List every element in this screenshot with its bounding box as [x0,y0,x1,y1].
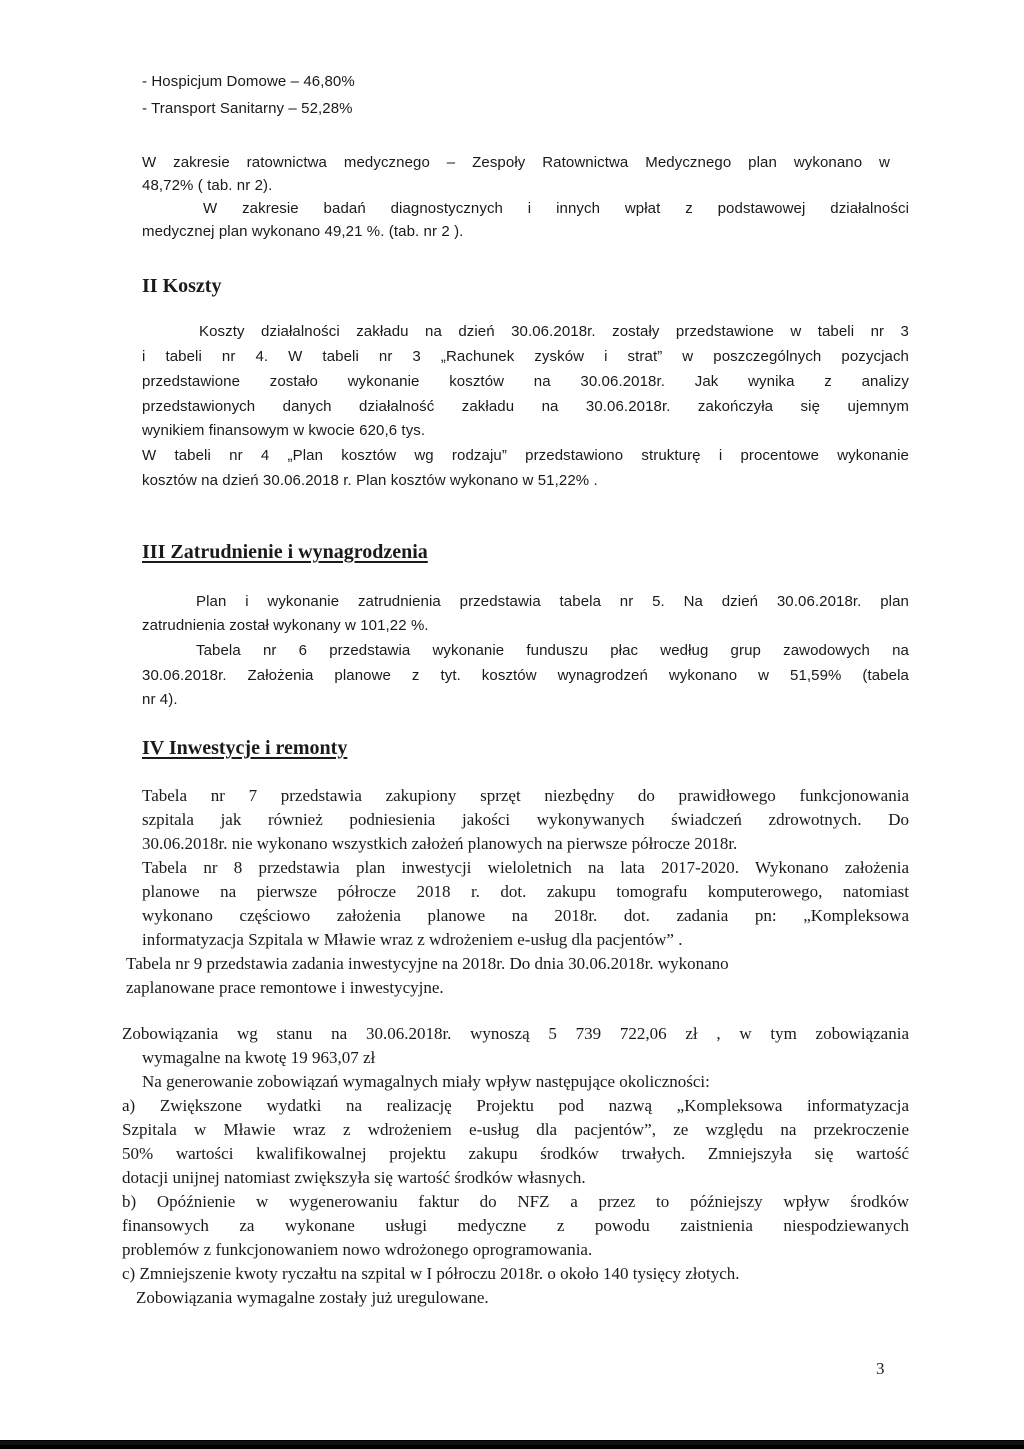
paragraph-line: problemów z funkcjonowaniem nowo wdrożonego oprogramowania. [122,1240,593,1259]
paragraph-line: Na generowanie zobowiązań wymagalnych miały wpływ następujące okoliczności: [142,1072,710,1091]
paragraph-line: Tabela nr 9 przedstawia zadania inwestycyjne na 2018r. Do dnia 30.06.2018r. wykonano [126,954,729,973]
section-heading-inwestycje: IV Inwestycje i remonty [142,737,348,759]
paragraph-line: Zobowiązania wymagalne zostały już uregulowane. [136,1288,489,1307]
list-item-transport: - Transport Sanitarny – 52,28% [142,100,353,117]
paragraph-line: zatrudnienia został wykonany w 101,22 %. [142,617,429,634]
page-number: 3 [876,1359,885,1378]
section-heading-koszty: II Koszty [142,275,222,297]
paragraph-line: W zakresie badań diagnostycznych i innych wpłat z podstawowej działalności [203,200,909,217]
paragraph-line: finansowych za wykonane usługi medyczne z powodu zaistnienia niespodziewanych [122,1216,909,1235]
paragraph-line: zaplanowane prace remontowe i inwestycyjne. [126,978,444,997]
paragraph-line: Tabela nr 7 przedstawia zakupiony sprzęt niezbędny do prawidłowego funkcjonowania [142,786,909,805]
paragraph-line: i tabeli nr 4. W tabeli nr 3 „Rachunek zysków i strat” w poszczególnych pozycjach [142,348,909,365]
paragraph-line: wynikiem finansowym w kwocie 620,6 tys. [142,422,426,439]
paragraph-line: dotacji unijnej natomiast zwiększyła się wartość środków własnych. [122,1168,586,1187]
paragraph-line: Koszty działalności zakładu na dzień 30.06.2018r. zostały przedstawione w tabeli nr 3 [199,323,909,340]
paragraph-line: szpitala jak również podniesienia jakości wykonywanych świadczeń zdrowotnych. Do [142,810,909,829]
list-item-b: b) Opóźnienie w wygenerowaniu faktur do NFZ a przez to późniejszy wpływ środków [122,1192,909,1211]
paragraph-line: wykonano częściowo założenia planowe na 2018r. dot. zadania pn: „Kompleksowa [142,906,909,925]
paragraph-line: planowe na pierwsze półrocze 2018 r. dot. zakupu tomografu komputerowego, natomiast [142,882,909,901]
paragraph-line: przedstawione zostało wykonanie kosztów na 30.06.2018r. Jak wynika z analizy [142,373,909,390]
paragraph-line: 30.06.2018r. Założenia planowe z tyt. kosztów wynagrodzeń wykonano w 51,59% (tabela [142,667,909,684]
paragraph-line: 48,72% ( tab. nr 2). [142,177,273,194]
paragraph-line: Plan i wykonanie zatrudnienia przedstawia tabela nr 5. Na dzień 30.06.2018r. plan [196,593,909,610]
paragraph-line: kosztów na dzień 30.06.2018 r. Plan kosztów wykonano w 51,22% . [142,472,598,489]
paragraph-line: Tabela nr 8 przedstawia plan inwestycji wieloletnich na lata 2017-2020. Wykonano założenia [142,858,909,877]
paragraph-line: Szpitala w Mławie wraz z wdrożeniem e-usług dla pacjentów”, ze względu na przekroczenie [122,1120,909,1139]
bottom-edge-rule [0,1441,1024,1445]
paragraph-line: W zakresie ratownictwa medycznego – Zespoły Ratownictwa Medycznego plan wykonano w [142,154,890,171]
paragraph-line: Tabela nr 6 przedstawia wykonanie funduszu płac według grup zawodowych na [196,642,909,659]
paragraph-line: W tabeli nr 4 „Plan kosztów wg rodzaju” przedstawiono strukturę i procentowe wykonanie [142,447,909,464]
paragraph-line: przedstawionych danych działalność zakładu na 30.06.2018r. zakończyła się ujemnym [142,398,909,415]
paragraph-line: medycznej plan wykonano 49,21 %. (tab. nr 2 ). [142,223,464,240]
paragraph-line: 50% wartości kwalifikowalnej projektu zakupu środków trwałych. Zmniejszyła się wartość [122,1144,909,1163]
paragraph-line: Zobowiązania wg stanu na 30.06.2018r. wynoszą 5 739 722,06 zł , w tym zobowiązania [122,1024,909,1043]
paragraph-line: nr 4). [142,691,178,708]
paragraph-line: 30.06.2018r. nie wykonano wszystkich założeń planowych na pierwsze półrocze 2018r. [142,834,738,853]
list-item-hospicjum: - Hospicjum Domowe – 46,80% [142,73,355,90]
list-item-a: a) Zwiększone wydatki na realizację Projektu pod nazwą „Kompleksowa informatyzacja [122,1096,909,1115]
paragraph-line: informatyzacja Szpitala w Mławie wraz z wdrożeniem e-usług dla pacjentów” . [142,930,683,949]
section-heading-zatrudnienie: III Zatrudnienie i wynagrodzenia [142,541,428,563]
list-item-c: c) Zmniejszenie kwoty ryczałtu na szpital w I półroczu 2018r. o około 140 tysięcy złotych. [122,1264,740,1283]
paragraph-line: wymagalne na kwotę 19 963,07 zł [142,1048,376,1067]
